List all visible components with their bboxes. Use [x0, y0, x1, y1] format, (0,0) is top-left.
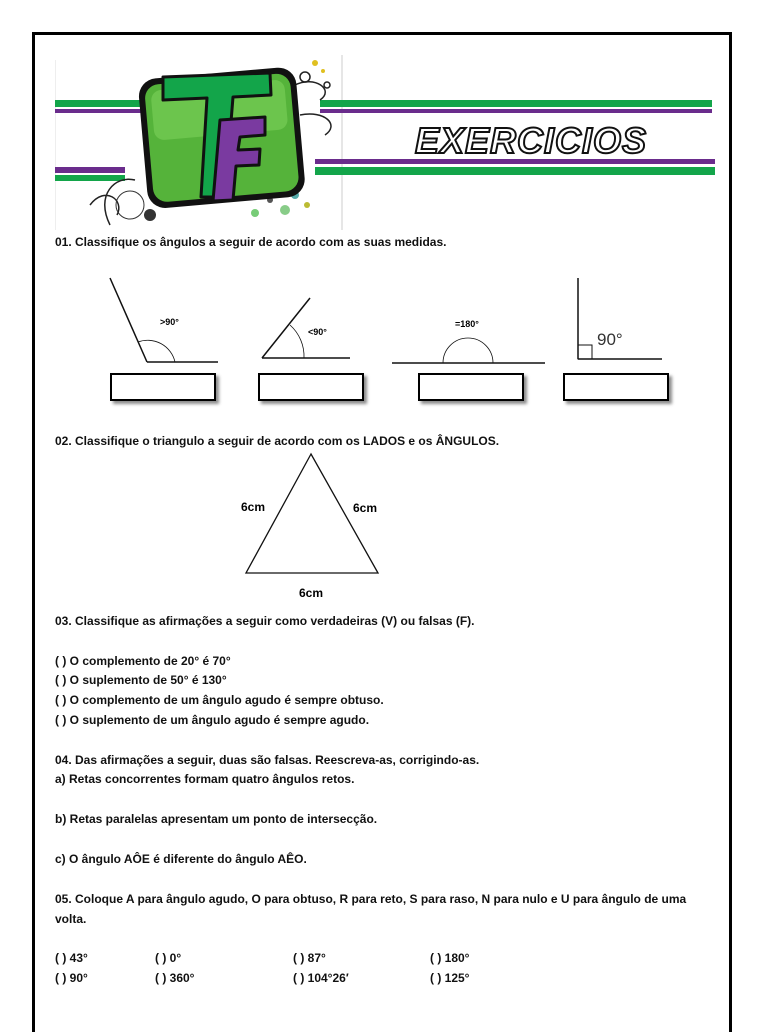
- banner-title: EXERCICIOS: [415, 120, 648, 161]
- angle-straight-label: =180°: [455, 319, 479, 329]
- q3-item-4: ( ) O suplemento de um ângulo agudo é sempre agudo.: [55, 713, 370, 727]
- q4-item-c: c) O ângulo AÔE é diferente do ângulo AÊO.: [55, 852, 307, 866]
- triangle-left-side-label: 6cm: [241, 500, 266, 514]
- q3-item-1: ( ) O complemento de 20° é 70°: [55, 654, 231, 668]
- q5-row2-item-2: ( ) 360°: [155, 971, 195, 985]
- q2-triangle-figure: [230, 445, 400, 605]
- q4-text: 04. Das afirmações a seguir, duas são falsas. Reescreva-as, corrigindo-as.: [55, 753, 480, 767]
- q5-text-line1: 05. Coloque A para ângulo agudo, O para obtuso, R para reto, S para raso, N para nulo e U para ângulo de uma: [55, 892, 687, 906]
- q5-row2-item-3: ( ) 104°26′: [293, 971, 349, 985]
- q5-row1-item-2: ( ) 0°: [155, 951, 182, 965]
- answer-box-3[interactable]: [418, 373, 524, 401]
- q4-item-a: a) Retas concorrentes formam quatro ângulos retos.: [55, 772, 355, 786]
- q1-text: 01. Classifique os ângulos a seguir de acordo com as suas medidas.: [55, 235, 447, 249]
- triangle-right-side-label: 6cm: [353, 501, 378, 515]
- angle-straight-figure: [392, 338, 545, 363]
- q5-row2-item-1: ( ) 90°: [55, 971, 88, 985]
- header-banner: [55, 55, 720, 230]
- q4-item-b: b) Retas paralelas apresentam um ponto de intersecção.: [55, 812, 378, 826]
- angle-obtuse-label: >90°: [160, 317, 179, 327]
- triangle-base-label: 6cm: [299, 586, 324, 600]
- angle-acute-label: <90°: [308, 327, 327, 337]
- angle-right-label: 90°: [597, 330, 623, 349]
- q3-item-2: ( ) O suplemento de 50° é 130°: [55, 673, 227, 687]
- angle-acute-figure: [262, 298, 350, 358]
- q5-text-line2: volta.: [55, 912, 87, 926]
- answer-box-2[interactable]: [258, 373, 364, 401]
- answer-box-1[interactable]: [110, 373, 216, 401]
- q5-row1-item-4: ( ) 180°: [430, 951, 470, 965]
- q2-text: 02. Classifique o triangulo a seguir de acordo com os LADOS e os ÂNGULOS.: [55, 434, 500, 448]
- q3-item-3: ( ) O complemento de um ângulo agudo é sempre obtuso.: [55, 693, 384, 707]
- answer-box-4[interactable]: [563, 373, 669, 401]
- q5-row1-item-1: ( ) 43°: [55, 951, 88, 965]
- q3-text: 03. Classifique as afirmações a seguir como verdadeiras (V) ou falsas (F).: [55, 614, 475, 628]
- q5-row2-item-4: ( ) 125°: [430, 971, 470, 985]
- q1-angles-figure: [100, 270, 670, 370]
- q5-row1-item-3: ( ) 87°: [293, 951, 326, 965]
